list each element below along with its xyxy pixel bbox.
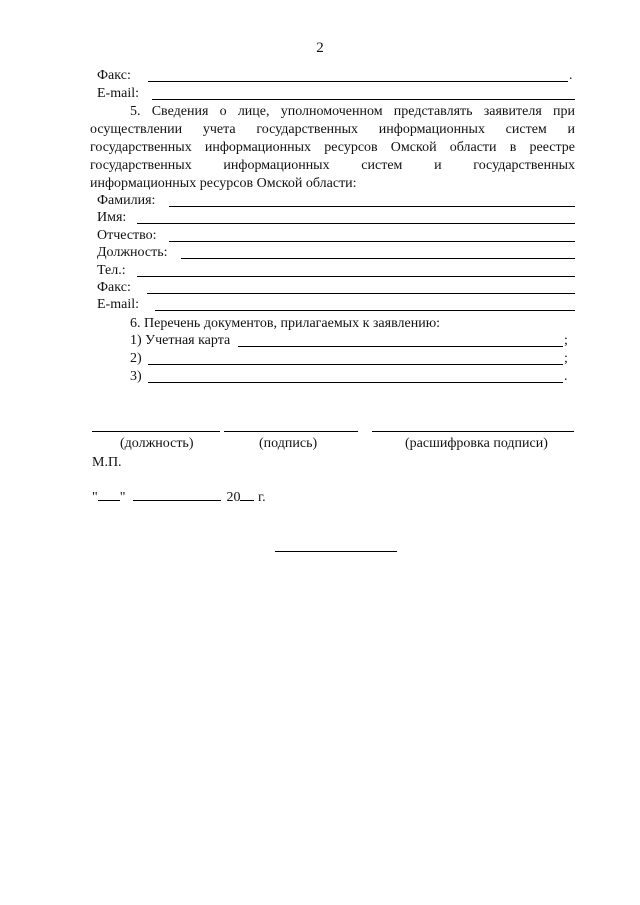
fax-end-mark: . — [569, 68, 573, 83]
attachment-item-label: 2) — [130, 351, 142, 366]
signature-decoding-line[interactable] — [372, 431, 574, 432]
date-quote-open: " — [92, 490, 98, 505]
attachment-item-field[interactable] — [148, 364, 563, 365]
section-6-title: 6. Перечень документов, прилагаемых к заявлению: — [130, 316, 441, 331]
section-5-line: информационных ресурсов Омской области: — [90, 176, 357, 191]
name-field[interactable] — [137, 223, 575, 224]
email-field[interactable] — [152, 99, 575, 100]
year-field[interactable] — [240, 488, 254, 501]
signature-caption: (подпись) — [259, 436, 318, 451]
stamp-place: М.П. — [92, 455, 122, 470]
fax-row — [97, 279, 575, 297]
page-number: 2 — [316, 40, 324, 56]
section-5-line: государственных информационных ресурсов Омской области в реестре — [90, 140, 575, 155]
position-label: Должность: — [97, 245, 168, 260]
patronymic-label: Отчество: — [97, 228, 157, 243]
fax-field[interactable] — [147, 293, 575, 294]
name-row — [97, 209, 575, 227]
day-field[interactable] — [98, 488, 120, 501]
section-5-line: государственных информационных систем и государственных — [90, 158, 575, 173]
position-field[interactable] — [181, 258, 575, 259]
email-field[interactable] — [155, 310, 575, 311]
year-prefix: 20 — [226, 490, 241, 505]
fax-field[interactable] — [148, 81, 568, 82]
email-row-top — [97, 85, 575, 103]
section-5-line: 5. Сведения о лице, уполномоченном представлять заявителя при — [130, 104, 575, 119]
email-label: E-mail: — [97, 86, 139, 101]
document-end-line — [275, 551, 397, 552]
surname-label: Фамилия: — [97, 193, 156, 208]
position-signature-line[interactable] — [92, 431, 220, 432]
attachment-item-label: 3) — [130, 369, 142, 384]
attachment-item-end: ; — [564, 333, 568, 348]
month-field[interactable] — [133, 488, 221, 501]
position-row — [97, 244, 575, 262]
name-label: Имя: — [97, 210, 127, 225]
phone-label: Тел.: — [97, 263, 126, 278]
phone-field[interactable] — [137, 276, 575, 277]
position-caption: (должность) — [120, 436, 194, 451]
date-quote-close: " — [119, 490, 126, 505]
fax-label: Факс: — [97, 68, 131, 83]
surname-row — [97, 192, 575, 210]
phone-row — [97, 262, 575, 280]
section-5-line: осуществлении учета государственных информационных систем и — [90, 122, 575, 137]
surname-field[interactable] — [169, 206, 575, 207]
email-label: E-mail: — [97, 297, 139, 312]
section-5-paragraph — [90, 103, 575, 193]
email-row — [97, 296, 575, 314]
attachment-item-field[interactable] — [148, 382, 563, 383]
attachment-item-end: . — [564, 369, 568, 384]
decoding-caption: (расшифровка подписи) — [405, 436, 548, 451]
signature-line[interactable] — [224, 431, 358, 432]
attachment-item-field[interactable] — [238, 346, 563, 347]
attachment-item — [130, 350, 575, 368]
attachment-item-label: 1) Учетная карта — [130, 333, 231, 348]
attachment-item — [130, 332, 575, 350]
attachment-item-end: ; — [564, 351, 568, 366]
patronymic-row — [97, 227, 575, 245]
fax-label: Факс: — [97, 280, 131, 295]
patronymic-field[interactable] — [169, 241, 575, 242]
attachment-item — [130, 368, 575, 386]
fax-row-top — [97, 67, 575, 85]
year-suffix: г. — [257, 490, 266, 505]
section-6-title-row — [130, 315, 575, 333]
date-line — [92, 488, 266, 506]
